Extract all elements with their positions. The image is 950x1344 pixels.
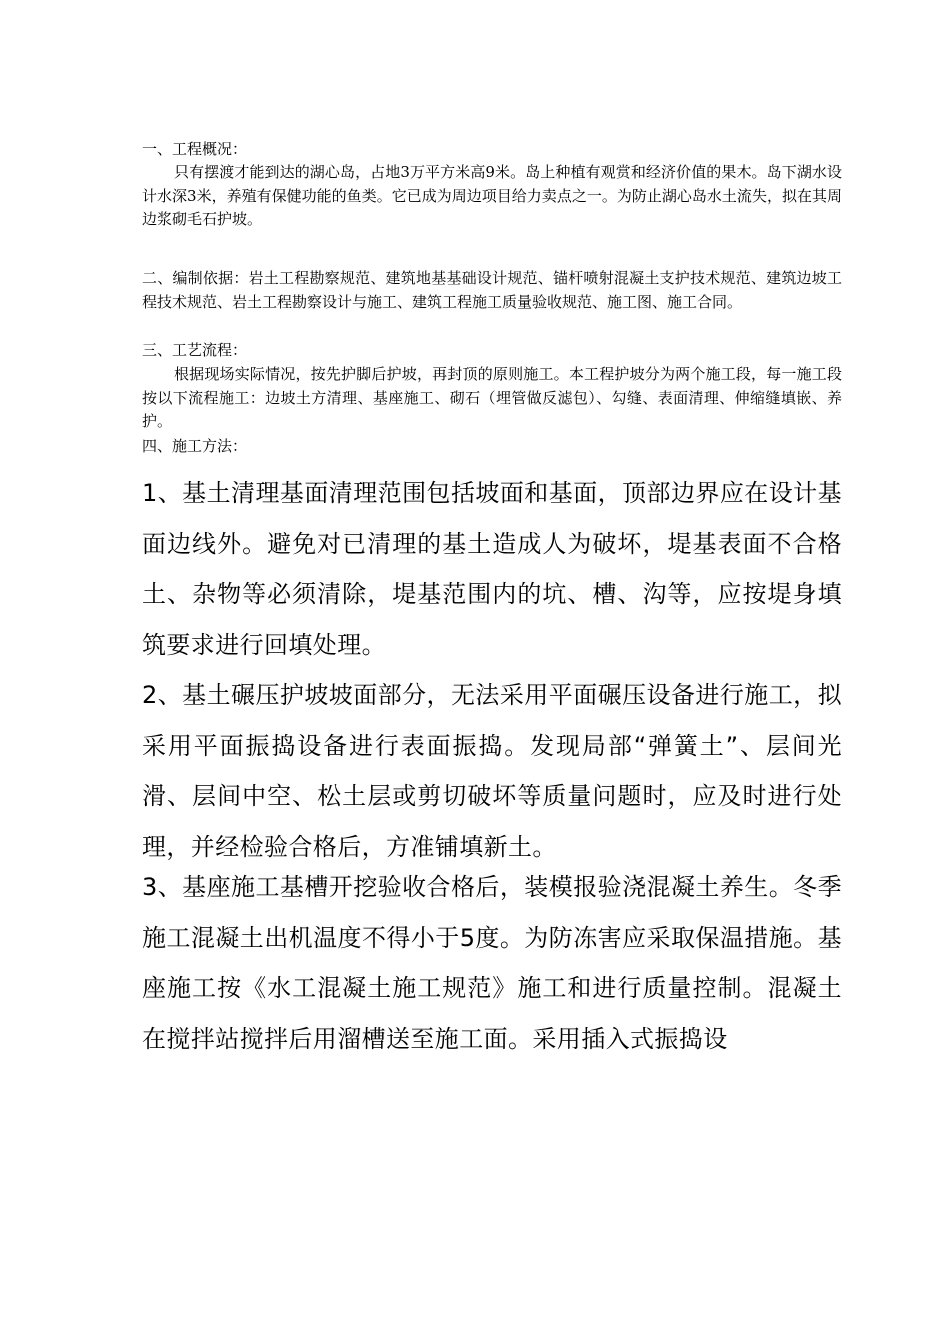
section-heading-method: 四、施工方法： [142, 437, 248, 455]
process-paragraph: 根据现场实际情况，按先护脚后护坡，再封顶的原则施工。本工程护坡分为两个施工段，每一施工段按以下流程施工：边坡土方清理、基座施工、砌石（埋管做反滤包）、勾缝、表面清理、伸缩缝填嵌、养护。 [142, 365, 842, 431]
overview-paragraph: 只有摆渡才能到达的湖心岛，占地3万平方米高9米。岛上种植有观赏和经济价值的果木。岛下湖水设计水深3米，养殖有保健功能的鱼类。它已成为周边项目给力卖点之一。为防止湖心岛水土流失，拟在其周边浆砌毛石护坡。 [142, 163, 842, 229]
basis-paragraph: 二、编制依据：岩土工程勘察规范、建筑地基基础设计规范、锚杆喷射混凝土支护技术规范、建筑边坡工程技术规范、岩土工程勘察设计与施工、建筑工程施工质量验收规范、施工图、施工合同。 [142, 269, 842, 311]
section-heading-process: 三、工艺流程： [142, 341, 248, 359]
method-item: 3、基座施工基槽开挖验收合格后，装模报验浇混凝土养生。冬季施工混凝土出机温度不得小于5度。为防冻害应采取保温措施。基座施工按《水工混凝土施工规范》施工和进行质量控制。混凝土在搅拌站搅拌后用溜槽送至施工面。采用插入式振捣设 [142, 873, 842, 1053]
method-item: 2、基土碾压护坡坡面部分，无法采用平面碾压设备进行施工，拟采用平面振捣设备进行表面振捣。发现局部“弹簧土”、层间光滑、层间中空、松土层或剪切破坏等质量问题时，应及时进行处理，并经检验合格后，方准铺填新土。 [142, 681, 842, 861]
section-heading-overview: 一、工程概况： [142, 140, 248, 158]
method-item: 1、基土清理基面清理范围包括坡面和基面，顶部边界应在设计基面边线外。避免对已清理的基土造成人为破坏，堤基表面不合格土、杂物等必须清除，堤基范围内的坑、槽、沟等，应按堤身填筑要求进行回填处理。 [142, 479, 842, 659]
